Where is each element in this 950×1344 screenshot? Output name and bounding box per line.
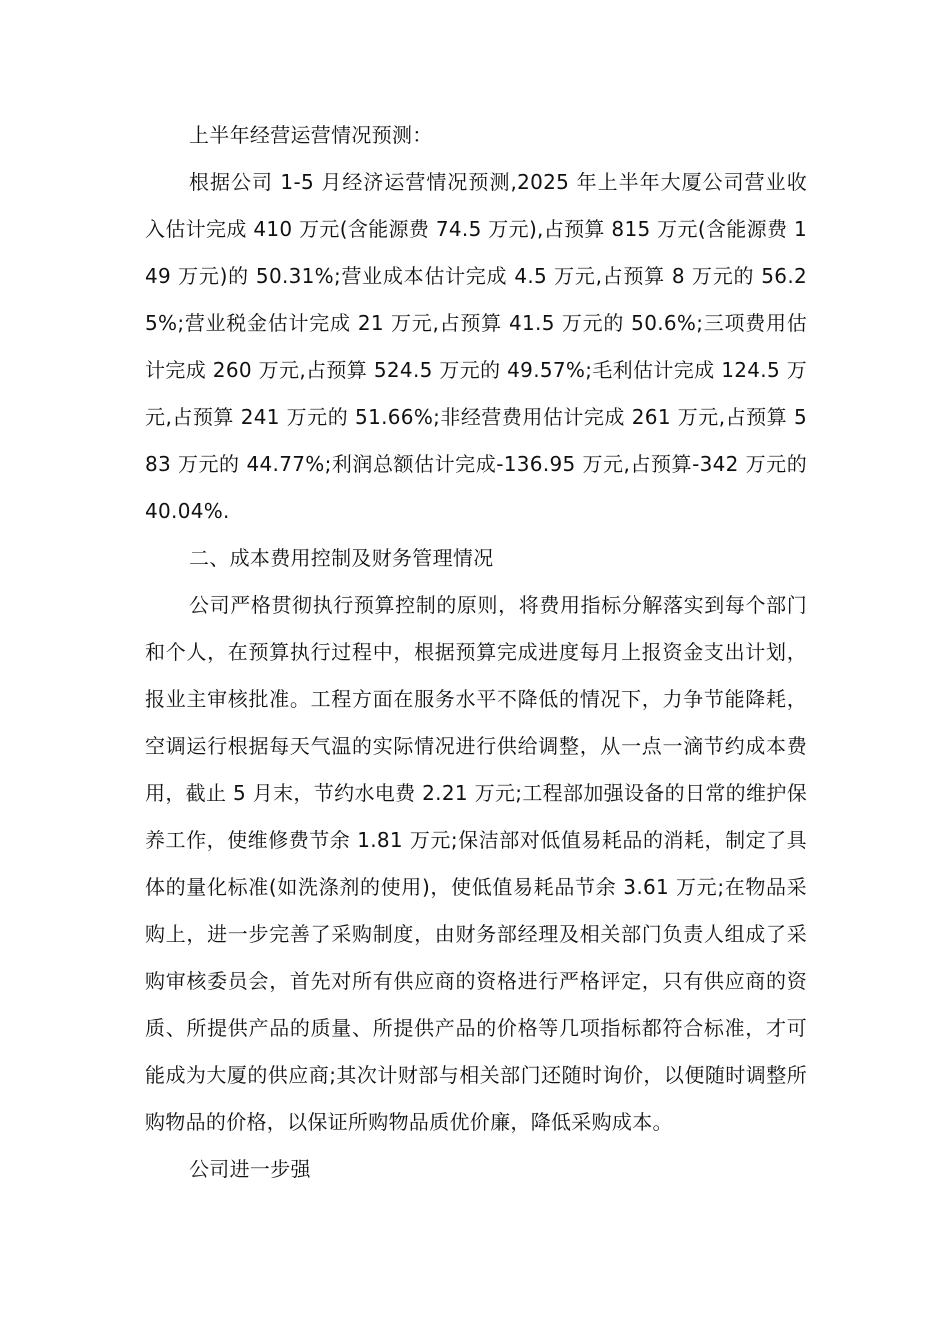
document-body: [145, 112, 807, 1193]
paragraph-truncated: 公司进一步强: [189, 1157, 311, 1181]
paragraph-forecast-details: 根据公司 1-5 月经济运营情况预测,2025 年上半年大厦公司营业收入估计完成 410 万元(含能源费 74.5 万元),占预算 815 万元(含能源费 149 万元)的 50.31%;营业成本估计完成 4.5 万元,占预算 8 万元的 56.25%;营业税金估计完成 21 万元,占预算 41.5 万元的 50.6%;三项费用估计完成 260 万元,占预算 524.5 万元的 49.57%;毛利估计完成 124.5 万元,占预算 241 万元的 51.66%;非经营费用估计完成 261 万元,占预算 583 万元的 44.77%;利润总额估计完成-136.95 万元,占预算-342 万元的 40.04%.: [145, 170, 807, 523]
paragraph-cost-control-details: 公司严格贯彻执行预算控制的原则，将费用指标分解落实到每个部门和个人，在预算执行过程中，根据预算完成进度每月上报资金支出计划，报业主审核批准。工程方面在服务水平不降低的情况下，力争节能降耗，空调运行根据每天气温的实际情况进行供给调整，从一点一滴节约成本费用，截止 5 月末，节约水电费 2.21 万元;工程部加强设备的日常的维护保养工作，使维修费节余 1.81 万元;保洁部对低值易耗品的消耗，制定了具体的量化标准(如洗涤剂的使用)，使低值易耗品节余 3.61 万元;在物品采购上，进一步完善了采购制度，由财务部经理及相关部门负责人组成了采购审核委员会，首先对所有供应商的资格进行严格评定，只有供应商的资质、所提供产品的质量、所提供产品的价格等几项指标都符合标准，才可能成为大厦的供应商;其次计财部与相关部门还随时询价，以便随时调整所购物品的价格，以保证所购物品质优价廉，降低采购成本。: [145, 593, 807, 1134]
section-heading-cost-control: 二、成本费用控制及财务管理情况: [189, 546, 494, 570]
section-heading-forecast: 上半年经营运营情况预测：: [189, 123, 433, 147]
